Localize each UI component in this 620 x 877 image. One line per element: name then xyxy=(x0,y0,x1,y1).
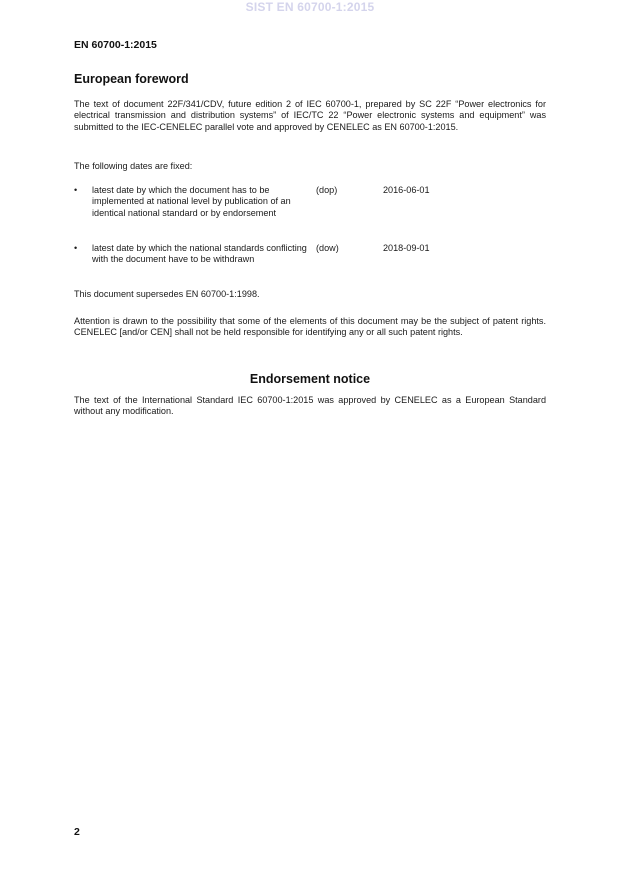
date-value: 2018-09-01 xyxy=(383,243,430,253)
date-item-dow xyxy=(74,243,546,283)
endorsement-text: The text of the International Standard IEC 60700-1:2015 was approved by CENELEC as a European Standard without any modification. xyxy=(74,395,546,417)
foreword-title: European foreword xyxy=(74,72,189,86)
date-value: 2016-06-01 xyxy=(383,185,430,195)
dates-intro: The following dates are fixed: xyxy=(74,161,193,171)
document-id: EN 60700-1:2015 xyxy=(74,39,157,51)
date-abbreviation: (dop) xyxy=(316,185,338,195)
bullet-icon: • xyxy=(74,243,78,253)
supersedes-note: This document supersedes EN 60700-1:1998. xyxy=(74,289,260,299)
date-abbreviation: (dow) xyxy=(316,243,339,253)
patent-notice: Attention is drawn to the possibility that some of the elements of this document may be the subject of patent rights. CENELEC [and/or CEN] shall not be held responsible for identifying any or all such patent rights. xyxy=(74,316,546,338)
date-item-dop xyxy=(74,185,546,243)
foreword-intro: The text of document 22F/341/CDV, future edition 2 of IEC 60700-1, prepared by SC 22F “Power electronics for electrical transmission and distribution systems” of IEC/TC 22 “Power electronic systems and equipment” was submitted to the IEC-CENELEC parallel vote and approved by CENELEC as EN 60700-1:2015. xyxy=(74,99,546,132)
endorsement-title: Endorsement notice xyxy=(249,372,371,386)
dates-list xyxy=(74,185,546,283)
bullet-icon: • xyxy=(74,185,78,195)
date-description: latest date by which the national standards conflicting with the document have to be withdrawn xyxy=(92,243,307,265)
watermark: SIST EN 60700-1:2015 xyxy=(245,0,375,14)
date-description: latest date by which the document has to be implemented at national level by publication of an identical national standard or by endorsement xyxy=(92,185,291,218)
page-number: 2 xyxy=(74,826,80,838)
